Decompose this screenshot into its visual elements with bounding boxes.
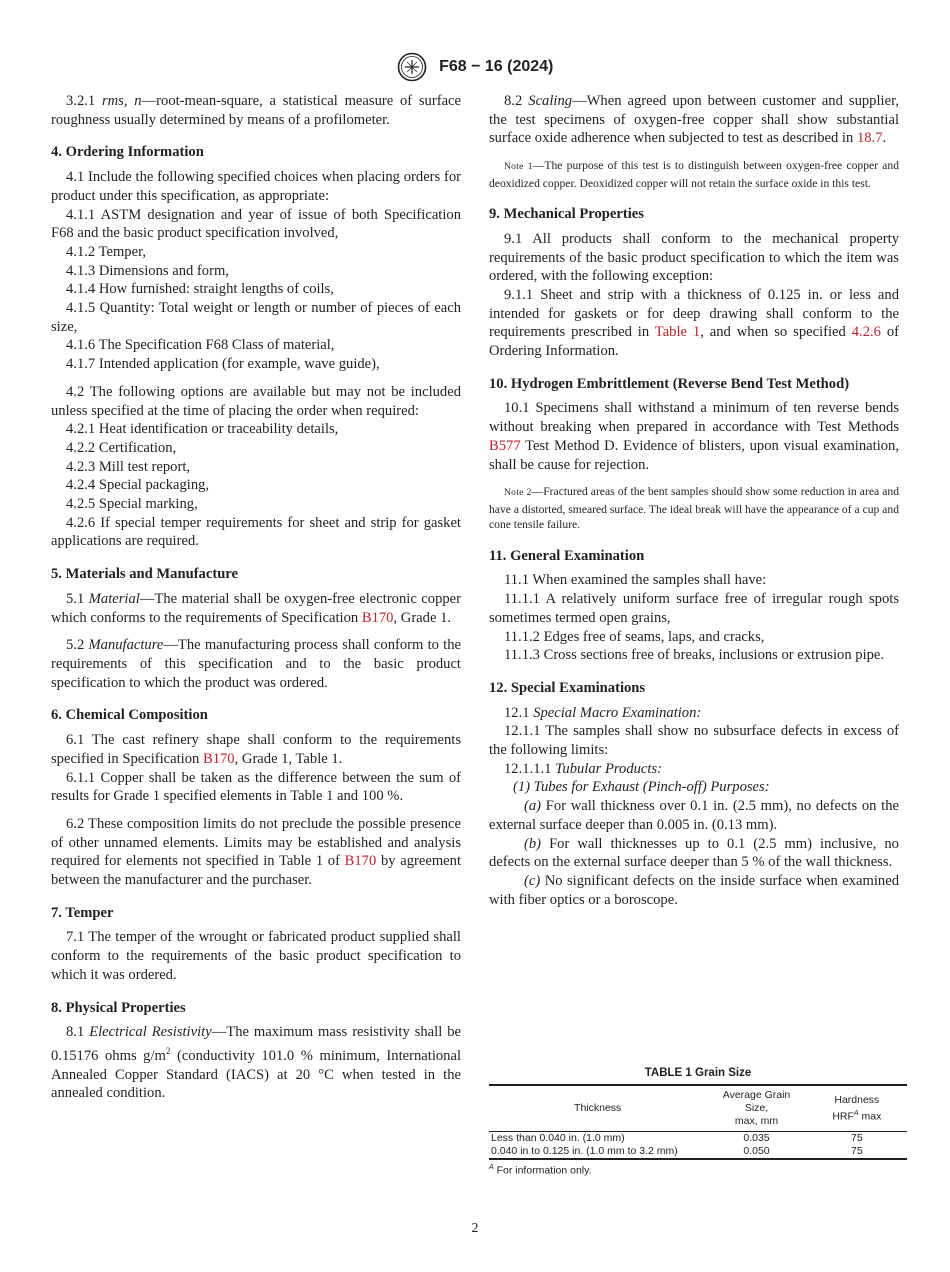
list-item: 4.2.5 Special marking, — [66, 496, 198, 513]
left-column — [51, 92, 461, 1103]
header-hardness: Hardness $HRF^A$ max — [832, 1093, 882, 1123]
table-title: TABLE 1 Grain Size — [644, 1067, 752, 1079]
cell-hardness: 75 — [850, 1145, 863, 1157]
header-thickness: Thickness — [574, 1102, 622, 1114]
table-footnote: $^A$ For information only. — [489, 1164, 592, 1177]
section-heading-general: 11. General Examination — [489, 547, 645, 564]
paragraph-12-1-1-1: 12.1.1.1 Tubular Products: — [504, 760, 662, 777]
paragraph-6-1-1: 6.1.1 Copper shall be taken as the difference between the sum of results for Grade 1 specified elements in Table 1 and 100 %. — [51, 769, 461, 805]
paragraph-4-1: 4.1 Include the following specified choices when placing orders for product under this specification, as appropriate: — [51, 169, 461, 204]
astm-logo-icon — [397, 52, 427, 82]
list-item: 4.2.4 Special packaging, — [66, 477, 210, 494]
list-item: 4.1.1 ASTM designation and year of issue of both Specification F68 and the basic product specification involved, — [51, 206, 461, 242]
paragraph-9-1-1: 9.1.1 Sheet and strip with a thickness of 0.125 in. or less and intended for gaskets or for deep drawing shall conform to the requirements prescribed in Table 1, and when so specified 4.2.6 of Ordering Information. — [489, 286, 900, 360]
paragraph-9-1: 9.1 All products shall conform to the mechanical property requirements of the basic product specification to which the item was ordered, with the following exception: — [489, 230, 899, 285]
link-table-1[interactable]: Table 1 — [654, 324, 701, 341]
table-header-row — [489, 1085, 907, 1132]
section-heading-physical: 8. Physical Properties — [51, 999, 186, 1016]
paragraph-6-2: 6.2 These composition limits do not preclude the possible presence of other unnamed elements. Limits may be established and analysis required for elements not specified in Table 1 of B170 by agreement between the manufacturer and the purchaser. — [51, 815, 462, 889]
link-b170[interactable]: B170 — [361, 609, 394, 626]
subitem-b: (b) For wall thicknesses up to 0.1 (2.5 mm) inclusive, no defects on the external surface deeper than 5 % of the wall thickness. — [489, 835, 899, 871]
cell-thickness: 0.040 in to 0.125 in. (1.0 mm to 3.2 mm) — [491, 1145, 678, 1157]
paragraph-8-1: 8.1 Electrical Resistivity—The maximum mass resistivity shall be 0.15176 ohms $g/m^2$ (conductivity 101.0 % minimum, International Annealed Copper Standard (IACS) at 20 °C when tested in the annealed condition. — [51, 1024, 461, 1102]
list-item: 4.2.1 Heat identification or traceability details, — [66, 421, 339, 438]
section-heading-special: 12. Special Examinations — [489, 679, 646, 696]
note-1: Note 1—The purpose of this test is to distinguish between oxygen-free copper and deoxidized copper. Deoxidized copper will not retain the surface oxide in this test. — [489, 159, 899, 190]
subitem-a: (a) For wall thickness over 0.1 in. (2.5 mm), no defects on the external surface deeper than 0.005 in. (0.13 mm). — [489, 798, 899, 833]
list-item: 11.1.1 A relatively uniform surface free of irregular rough spots sometimes termed open grains, — [489, 591, 899, 626]
cell-grain: 0.050 — [743, 1145, 770, 1157]
link-b577[interactable]: B577 — [489, 437, 521, 454]
list-item: 4.1.2 Temper, — [66, 243, 146, 260]
page-number: 2 — [471, 1221, 479, 1236]
list-item: 4.2.3 Mill test report, — [66, 458, 191, 475]
paragraph-7-1: 7.1 The temper of the wrought or fabricated product supplied shall conform to the requirements of the basic product specification to which it was ordered. — [51, 929, 461, 983]
section-heading-materials: 5. Materials and Manufacture — [51, 566, 238, 583]
section-heading-ordering: 4. Ordering Information — [51, 144, 204, 161]
list-item: 4.1.4 How furnished: straight lengths of coils, — [66, 281, 334, 298]
list-item: 4.2.6 If special temper requirements for sheet and strip for gasket applications are required. — [51, 514, 461, 550]
paragraph-3-2-1: 3.2.1 rms, n—root-mean-square, a statistical measure of surface roughness usually determined by means of a profilometer. — [51, 93, 462, 128]
cell-hardness: 75 — [850, 1132, 863, 1144]
paragraph-12-1: 12.1 Special Macro Examination: — [504, 704, 702, 721]
list-item: 4.1.3 Dimensions and form, — [66, 262, 229, 279]
list-item: 4.1.5 Quantity: Total weight or length or number of pieces of each size, — [51, 300, 461, 335]
subitem-1: (1) Tubes for Exhaust (Pinch-off) Purposes: — [513, 779, 770, 796]
list-item: 4.1.7 Intended application (for example, wave guide), — [66, 356, 380, 373]
document-designation: F68 − 16 (2024) — [439, 58, 554, 75]
paragraph-11-1: 11.1 When examined the samples shall have: — [504, 572, 767, 589]
page-header — [0, 52, 950, 82]
paragraph-4-2: 4.2 The following options are available but may not be included unless specified at the time of placing the order when required: — [51, 383, 461, 419]
cell-thickness: Less than 0.040 in. (1.0 mm) — [491, 1132, 625, 1144]
right-column — [489, 92, 899, 909]
grain-size-table — [489, 1084, 907, 1160]
list-item: 11.1.3 Cross sections free of breaks, inclusions or extrusion pipe. — [504, 647, 885, 664]
table-row — [489, 1132, 907, 1146]
section-heading-hydrogen: 10. Hydrogen Embrittlement (Reverse Bend Test Method) — [489, 375, 850, 392]
list-item: 11.1.2 Edges free of seams, laps, and cracks, — [504, 628, 765, 645]
paragraph-12-1-1: 12.1.1 The samples shall show no subsurface defects in excess of the following limits: — [489, 723, 899, 759]
link-b170[interactable]: B170 — [344, 853, 377, 870]
list-item: 4.1.6 The Specification F68 Class of material, — [66, 337, 335, 354]
header-grain-size: Average Grain Size, max, mm — [722, 1089, 791, 1127]
section-heading-chemical: 6. Chemical Composition — [51, 707, 208, 724]
paragraph-5-2: 5.2 Manufacture—The manufacturing process shall conform to the requirements of this specification and to the basic product specification to which the product was ordered. — [51, 637, 461, 691]
paragraph-6-1: 6.1 The cast refinery shape shall conform to the requirements specified in Specification B170, Grade 1, Table 1. — [51, 732, 461, 767]
list-item: 4.2.2 Certification, — [66, 439, 177, 456]
link-18-7[interactable]: 18.7 — [856, 130, 883, 147]
subitem-c: (c) No significant defects on the inside surface when examined with fiber optics or a boroscope. — [489, 873, 899, 908]
link-b170[interactable]: B170 — [202, 750, 235, 767]
paragraph-5-1: 5.1 Material—The material shall be oxygen-free electronic copper which conforms to the requirements of Specification B170, Grade 1. — [51, 590, 462, 626]
note-2: Note 2—Fractured areas of the bent samples should show some reduction in area and have a distorted, smeared surface. The ideal break will have the appearance of a cup and cone tensile failure. — [489, 485, 899, 532]
table-row — [489, 1145, 907, 1159]
paragraph-8-2: 8.2 Scaling—When agreed upon between customer and supplier, the test specimens of oxygen-free copper shall show substantial surface oxide adherence when subjected to test as described in 18.7. — [489, 93, 899, 147]
link-4-2-6[interactable]: 4.2.6 — [851, 324, 881, 341]
paragraph-10-1: 10.1 Specimens shall withstand a minimum of ten reverse bends without breaking when prepared in accordance with Test Methods B577 Test Method D. Evidence of blisters, upon visual examination, shall be cause for rejection. — [489, 400, 899, 473]
cell-grain: 0.035 — [743, 1132, 770, 1144]
section-heading-mechanical: 9. Mechanical Properties — [489, 206, 644, 223]
section-heading-temper: 7. Temper — [51, 904, 114, 921]
